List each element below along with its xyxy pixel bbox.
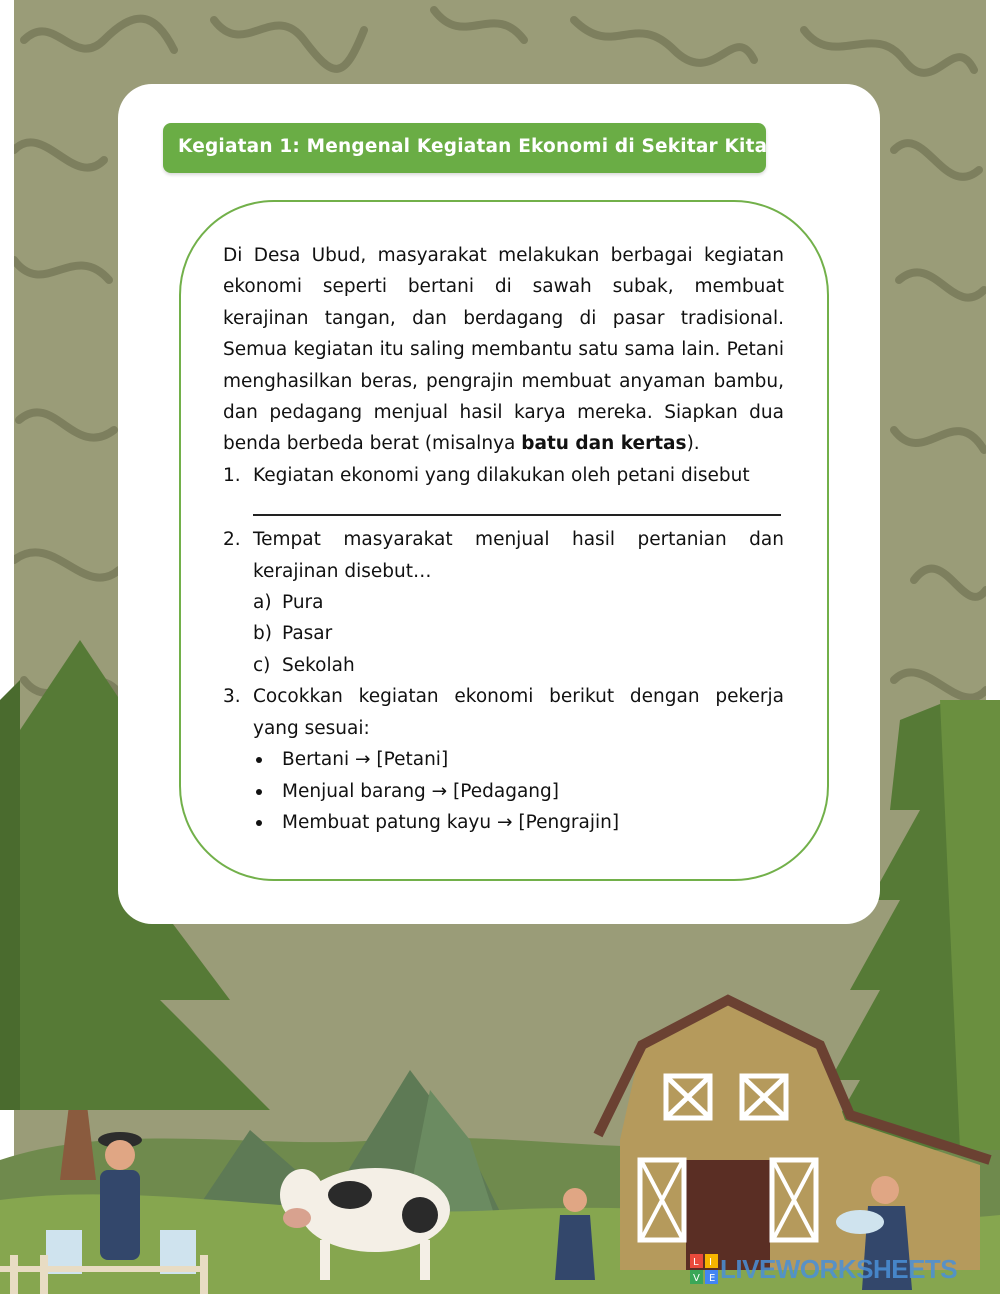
question-3: 3. Cocokkan kegiatan ekonomi berikut dengan pekerja yang sesuai: Bertani → [Petani] Menjual barang → [Pedagang] Membuat patung kayu → [Pengrajin] (223, 681, 784, 838)
svg-text:I: I (709, 1257, 712, 1268)
option-a[interactable]: a) Pura (253, 592, 324, 614)
svg-text:V: V (693, 1273, 700, 1284)
svg-text:L: L (693, 1257, 699, 1268)
liveworksheets-brand[interactable]: LIVEWORKSHEETS (720, 1254, 958, 1284)
activity-title: Kegiatan 1: Mengenal Kegiatan Ekonomi di Sekitar Kita (178, 136, 768, 157)
match-item[interactable]: Bertani → [Petani] (253, 744, 784, 775)
match-item[interactable]: Menjual barang → [Pedagang] (253, 776, 784, 807)
worksheet-content (223, 240, 784, 838)
svg-text:E: E (709, 1273, 716, 1284)
question-1: 1. Kegiatan ekonomi yang dilakukan oleh petani disebut (223, 460, 784, 522)
answer-blank-1[interactable] (253, 485, 781, 516)
question-2-text: Tempat masyarakat menjual hasil pertanian dan kerajinan disebut… (253, 529, 784, 582)
question-1-text: Kegiatan ekonomi yang dilakukan oleh petani disebut (253, 464, 750, 486)
intro-paragraph: Di Desa Ubud, masyarakat melakukan berbagai kegiatan ekonomi seperti bertani di sawah subak, membuat kerajinan tangan, dan berdagang di pasar tradisional. Semua kegiatan itu saling membantu satu sama lain. Petani menghasilkan beras, pengrajin membuat anyaman bambu, dan pedagang menjual hasil karya mereka. Siapkan dua benda berbeda berat (misalnya batu dan kertas). (223, 245, 784, 455)
bold-materials: batu dan kertas (521, 433, 687, 455)
option-b[interactable]: b) Pasar (253, 623, 333, 645)
activity-title-bar (163, 123, 766, 173)
liveworksheets-logo-icon (690, 1254, 718, 1284)
option-c[interactable]: c) Sekolah (253, 654, 355, 676)
match-item[interactable]: Membuat patung kayu → [Pengrajin] (253, 807, 784, 838)
question-3-text: Cocokkan kegiatan ekonomi berikut dengan pekerja yang sesuai: (253, 686, 784, 739)
question-2: 2. Tempat masyarakat menjual hasil pertanian dan kerajinan disebut… a) Pura b) Pasar c) Sekolah (223, 524, 784, 681)
